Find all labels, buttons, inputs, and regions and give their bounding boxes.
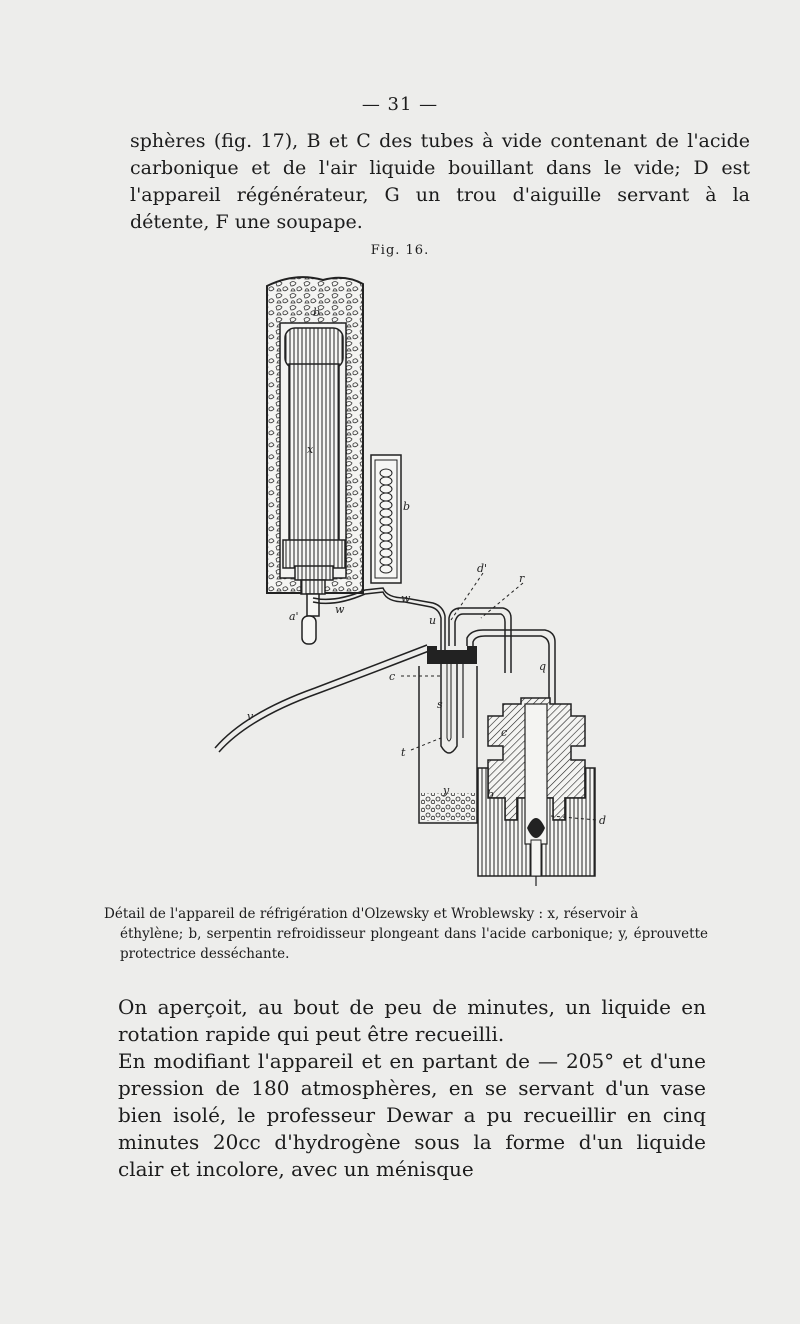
connecting-tubes	[313, 588, 445, 653]
reservoir-x	[283, 328, 345, 644]
label-x: x	[307, 443, 314, 456]
label-v: v	[247, 710, 254, 723]
label-d-prime: d'	[477, 562, 488, 575]
figure-label: Fig. 16.	[370, 243, 430, 258]
label-s: s	[437, 698, 443, 711]
label-w2: w	[401, 592, 411, 605]
label-b-block: b	[487, 788, 495, 801]
label-b-coil: b	[403, 500, 411, 513]
label-b-top: b	[313, 306, 321, 319]
label-w1: w	[335, 603, 345, 616]
regenerator-block	[478, 698, 595, 886]
intro-text: sphères (fig. 17), B et C des tubes à vide contenant de l'acide carbonique et de l'air liquide bouillant dans le vide; D est l'appareil régénérateur, G un trou d'aiguille servant à la détente, F une soupape.	[130, 130, 750, 233]
body-text	[118, 994, 706, 1183]
label-d: d	[599, 814, 607, 827]
label-t: t	[401, 746, 406, 759]
page-number: — 31 —	[361, 94, 439, 115]
label-a-prime: a'	[289, 610, 299, 623]
cooling-coil	[371, 455, 401, 583]
body-paragraph-2: En modifiant l'appareil et en partant de — 205° et d'une pression de 180 atmosphères, en se servant d'un vase bien isolé, le professeur Dewar a pu recueillir en cinq minutes 20cc d'hydrogène sous la forme d'un liquide clair et incolore, avec un ménisque	[118, 1049, 706, 1181]
label-u: u	[429, 614, 437, 627]
caption-line-2: éthylène; b, serpentin refroidisseur plongeant dans l'acide carbonique; y, éprouvette protectrice desséchante.	[120, 926, 708, 962]
label-c: c	[389, 670, 396, 683]
label-c-block: c	[501, 726, 508, 739]
intro-paragraph	[130, 128, 750, 236]
label-q: q	[539, 660, 547, 673]
flexible-tube-v	[215, 645, 429, 752]
label-y: y	[443, 784, 450, 797]
figure-illustration	[205, 268, 615, 888]
apparatus-drawing	[205, 268, 615, 888]
figure-caption	[104, 904, 708, 964]
caption-line-1: Détail de l'appareil de réfrigération d'Olzewsky et Wroblewsky : x, réservoir à	[104, 906, 639, 922]
label-r: r	[519, 572, 525, 585]
body-paragraph-1: On aperçoit, au bout de peu de minutes, un liquide en rotation rapide qui peut être recueilli.	[118, 995, 706, 1046]
